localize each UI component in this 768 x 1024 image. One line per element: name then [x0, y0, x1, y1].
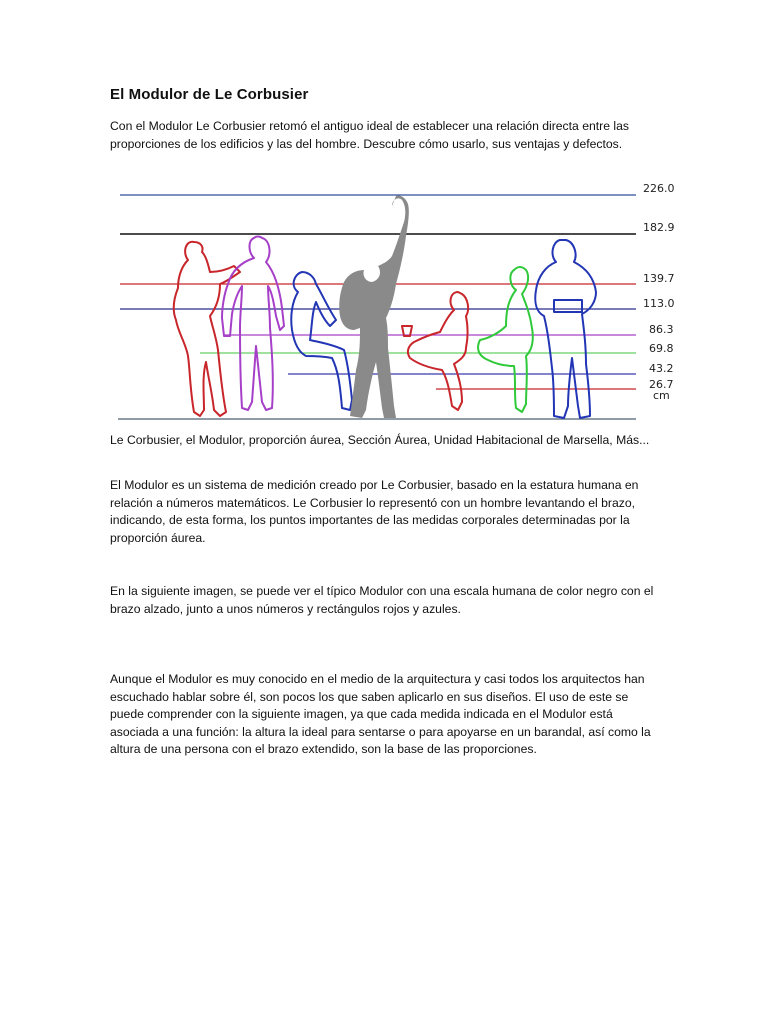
document-title: El Modulor de Le Corbusier [110, 86, 309, 103]
measure-label-113: 113.0 [643, 297, 675, 310]
blue-standing-figure [535, 240, 596, 418]
image-caption: Le Corbusier, el Modulor, proporción áurea, Sección Áurea, Unidad Habitacional de Marsella, Más... [110, 433, 650, 447]
measure-label-139: 139.7 [643, 272, 675, 285]
measure-label-69: 69.8 [649, 342, 674, 355]
modulor-diagram [116, 180, 682, 426]
image-description-paragraph: En la siguiente imagen, se puede ver el típico Modulor con una escala humana de color negro con el brazo alzado, junto a unos números y rectángulos rojos y azules. [110, 584, 654, 616]
green-seated-figure [478, 267, 533, 412]
definition-paragraph: El Modulor es un sistema de medición creado por Le Corbusier, basado en la estatura humana en relación a números matemáticos. Le Corbusier lo representó con un hombre levantando el brazo, indicando, de esta forma, los puntos importantes de las medidas corporales determinadas por la proporción áurea. [110, 478, 639, 545]
measure-label-86: 86.3 [649, 323, 674, 336]
usage-paragraph: Aunque el Modulor es muy conocido en el medio de la arquitectura y casi todos los arquitectos han escuchado hablar sobre él, son pocos los que saben aplicarlo en sus diseños. El uso de este se puede comprender con la siguiente imagen, ya que cada medida indicada en el Modulor está asociada a una función: la altura la ideal para sentarse o para apoyarse en un barandal, así como la altura de una persona con el brazo extendido, son la base de las proporciones. [110, 672, 651, 756]
measure-label-26: 26.7 [649, 378, 674, 391]
red-seated-figure [402, 292, 468, 410]
modulor-figure [116, 180, 682, 426]
unit-label: cm [653, 389, 670, 402]
measure-label-226: 226.0 [643, 182, 675, 195]
intro-paragraph: Con el Modulor Le Corbusier retomó el antiguo ideal de establecer una relación directa entre las proporciones de los edificios y las del hombre. Descubre cómo usarlo, sus ventajas y defectos. [110, 119, 629, 151]
measure-label-43: 43.2 [649, 362, 674, 375]
purple-figure [222, 237, 284, 411]
measure-label-182: 182.9 [643, 221, 675, 234]
